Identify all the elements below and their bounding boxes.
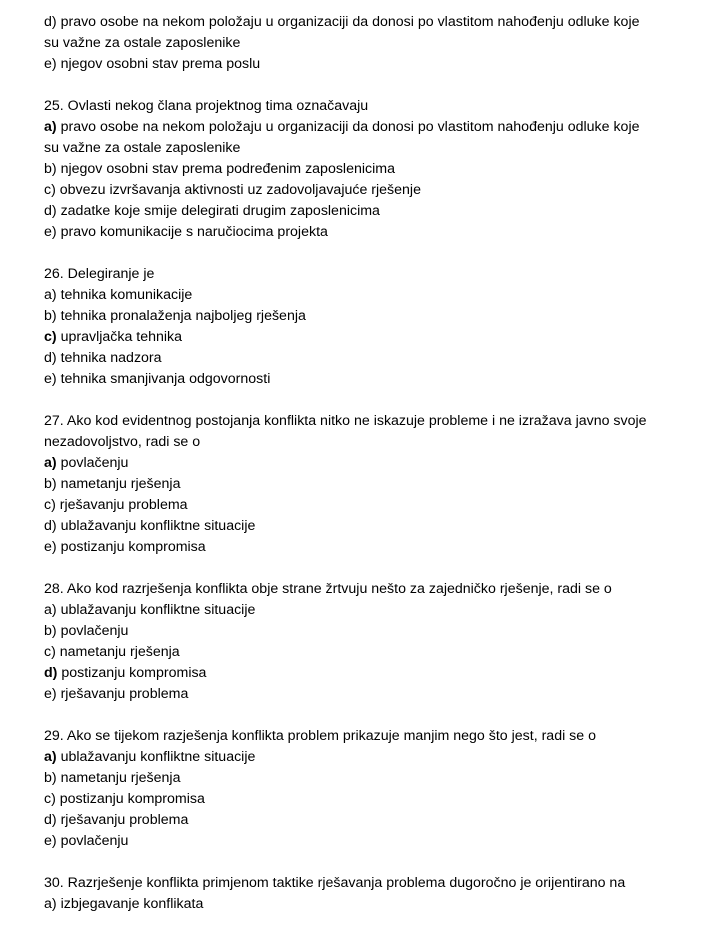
question-block xyxy=(44,726,649,852)
answer-letter: d) xyxy=(44,518,57,534)
answer-letter: c) xyxy=(44,182,56,198)
answer-letter: e) xyxy=(44,539,57,555)
answer-option xyxy=(44,285,649,306)
answer-text: ublažavanju konfliktne situacije xyxy=(60,602,256,618)
answer-letter: b) xyxy=(44,770,57,786)
answer-option xyxy=(44,537,649,558)
answer-option xyxy=(44,642,649,663)
answer-letter: c) xyxy=(44,791,56,807)
correct-answer-letter: d) xyxy=(44,665,58,681)
answer-text: zadatke koje smije delegirati drugim zaposlenicima xyxy=(60,203,380,219)
answer-option xyxy=(44,306,649,327)
answer-letter: e) xyxy=(44,833,57,849)
answer-text: nametanju rješenja xyxy=(60,476,181,492)
correct-answer-letter: a) xyxy=(44,455,57,471)
answer-text: pravo osobe na nekom položaju u organizaciji da donosi po vlastitom nahođenju odluke koje su važne za ostale zaposlenike xyxy=(44,119,640,156)
answer-letter: e) xyxy=(44,56,57,72)
answer-letter: e) xyxy=(44,686,57,702)
answer-option xyxy=(44,54,649,75)
answer-text: rješavanju problema xyxy=(59,497,188,513)
answer-text: nametanju rješenja xyxy=(60,770,181,786)
answer-text: pravo osobe na nekom položaju u organizaciji da donosi po vlastitom nahođenju odluke koje su važne za ostale zaposlenike xyxy=(44,14,640,51)
answer-letter: d) xyxy=(44,203,57,219)
answer-option xyxy=(44,474,649,495)
correct-answer-letter: a) xyxy=(44,119,57,135)
answer-option xyxy=(44,495,649,516)
question-spacer xyxy=(44,243,649,264)
answer-text: ublažavanju konfliktne situacije xyxy=(60,749,256,765)
answer-option xyxy=(44,789,649,810)
question-spacer xyxy=(44,705,649,726)
answer-option xyxy=(44,12,649,54)
question-block xyxy=(44,264,649,390)
answer-text: postizanju kompromisa xyxy=(60,539,206,555)
answer-text: povlačenju xyxy=(60,623,129,639)
question-block xyxy=(44,873,649,915)
answer-letter: b) xyxy=(44,476,57,492)
answer-text: tehnika nadzora xyxy=(60,350,162,366)
answer-letter: c) xyxy=(44,644,56,660)
answer-text: upravljačka tehnika xyxy=(60,329,183,345)
answer-option xyxy=(44,222,649,243)
answer-text: nametanju rješenja xyxy=(59,644,180,660)
answer-text: tehnika pronalaženja najboljeg rješenja xyxy=(60,308,306,324)
answer-option xyxy=(44,747,649,768)
answer-letter: c) xyxy=(44,497,56,513)
question-spacer xyxy=(44,852,649,873)
correct-answer-letter: c) xyxy=(44,329,57,345)
question-block xyxy=(44,579,649,705)
question-text: 26. Delegiranje je xyxy=(44,266,155,282)
answer-text: njegov osobni stav prema podređenim zaposlenicima xyxy=(60,161,395,177)
answer-text: povlačenju xyxy=(60,455,129,471)
answer-text: rješavanju problema xyxy=(60,686,189,702)
answer-option xyxy=(44,327,649,348)
question-spacer xyxy=(44,558,649,579)
answer-letter: b) xyxy=(44,161,57,177)
answer-option xyxy=(44,831,649,852)
question-text: 28. Ako kod razrješenja konflikta obje strane žrtvuju nešto za zajedničko rješenje, radi se o xyxy=(44,581,612,597)
answer-option xyxy=(44,453,649,474)
answer-text: obvezu izvršavanja aktivnosti uz zadovoljavajuće rješenje xyxy=(59,182,421,198)
answer-letter: d) xyxy=(44,14,57,30)
answer-option xyxy=(44,117,649,159)
answer-option xyxy=(44,768,649,789)
document-page xyxy=(44,12,649,915)
question-text: 30. Razrješenje konflikta primjenom taktike rješavanja problema dugoročno je orijentirano na xyxy=(44,875,626,891)
question-text: 27. Ako kod evidentnog postojanja konflikta nitko ne iskazuje probleme i ne izražava javno svoje nezadovoljstvo, radi se o xyxy=(44,413,647,450)
answer-option xyxy=(44,180,649,201)
answer-option xyxy=(44,201,649,222)
correct-answer-letter: a) xyxy=(44,749,57,765)
question-block xyxy=(44,411,649,558)
answer-letter: a) xyxy=(44,896,57,912)
answer-letter: a) xyxy=(44,287,57,303)
answer-text: ublažavanju konfliktne situacije xyxy=(60,518,256,534)
question-spacer xyxy=(44,390,649,411)
answer-option xyxy=(44,369,649,390)
answer-letter: a) xyxy=(44,602,57,618)
answer-option xyxy=(44,516,649,537)
answer-text: njegov osobni stav prema poslu xyxy=(60,56,261,72)
answer-option xyxy=(44,663,649,684)
answer-text: postizanju kompromisa xyxy=(61,665,207,681)
answer-text: postizanju kompromisa xyxy=(59,791,205,807)
question-text: 29. Ako se tijekom razješenja konflikta problem prikazuje manjim nego što jest, radi se o xyxy=(44,728,597,744)
question-text: 25. Ovlasti nekog člana projektnog tima označavaju xyxy=(44,98,369,114)
question-spacer xyxy=(44,75,649,96)
answer-letter: b) xyxy=(44,623,57,639)
answer-text: tehnika komunikacije xyxy=(60,287,193,303)
answer-text: rješavanju problema xyxy=(60,812,189,828)
answer-option xyxy=(44,894,649,915)
answer-letter: e) xyxy=(44,224,57,240)
answer-letter: d) xyxy=(44,812,57,828)
question-block xyxy=(44,96,649,243)
answer-option xyxy=(44,159,649,180)
answer-option xyxy=(44,684,649,705)
answer-text: izbjegavanje konflikata xyxy=(60,896,204,912)
answer-option xyxy=(44,600,649,621)
answer-letter: d) xyxy=(44,350,57,366)
answer-text: pravo komunikacije s naručiocima projekta xyxy=(60,224,328,240)
answer-option xyxy=(44,810,649,831)
answer-letter: b) xyxy=(44,308,57,324)
answer-option xyxy=(44,348,649,369)
answer-option xyxy=(44,621,649,642)
answer-text: tehnika smanjivanja odgovornosti xyxy=(60,371,271,387)
answer-letter: e) xyxy=(44,371,57,387)
answer-text: povlačenju xyxy=(60,833,129,849)
